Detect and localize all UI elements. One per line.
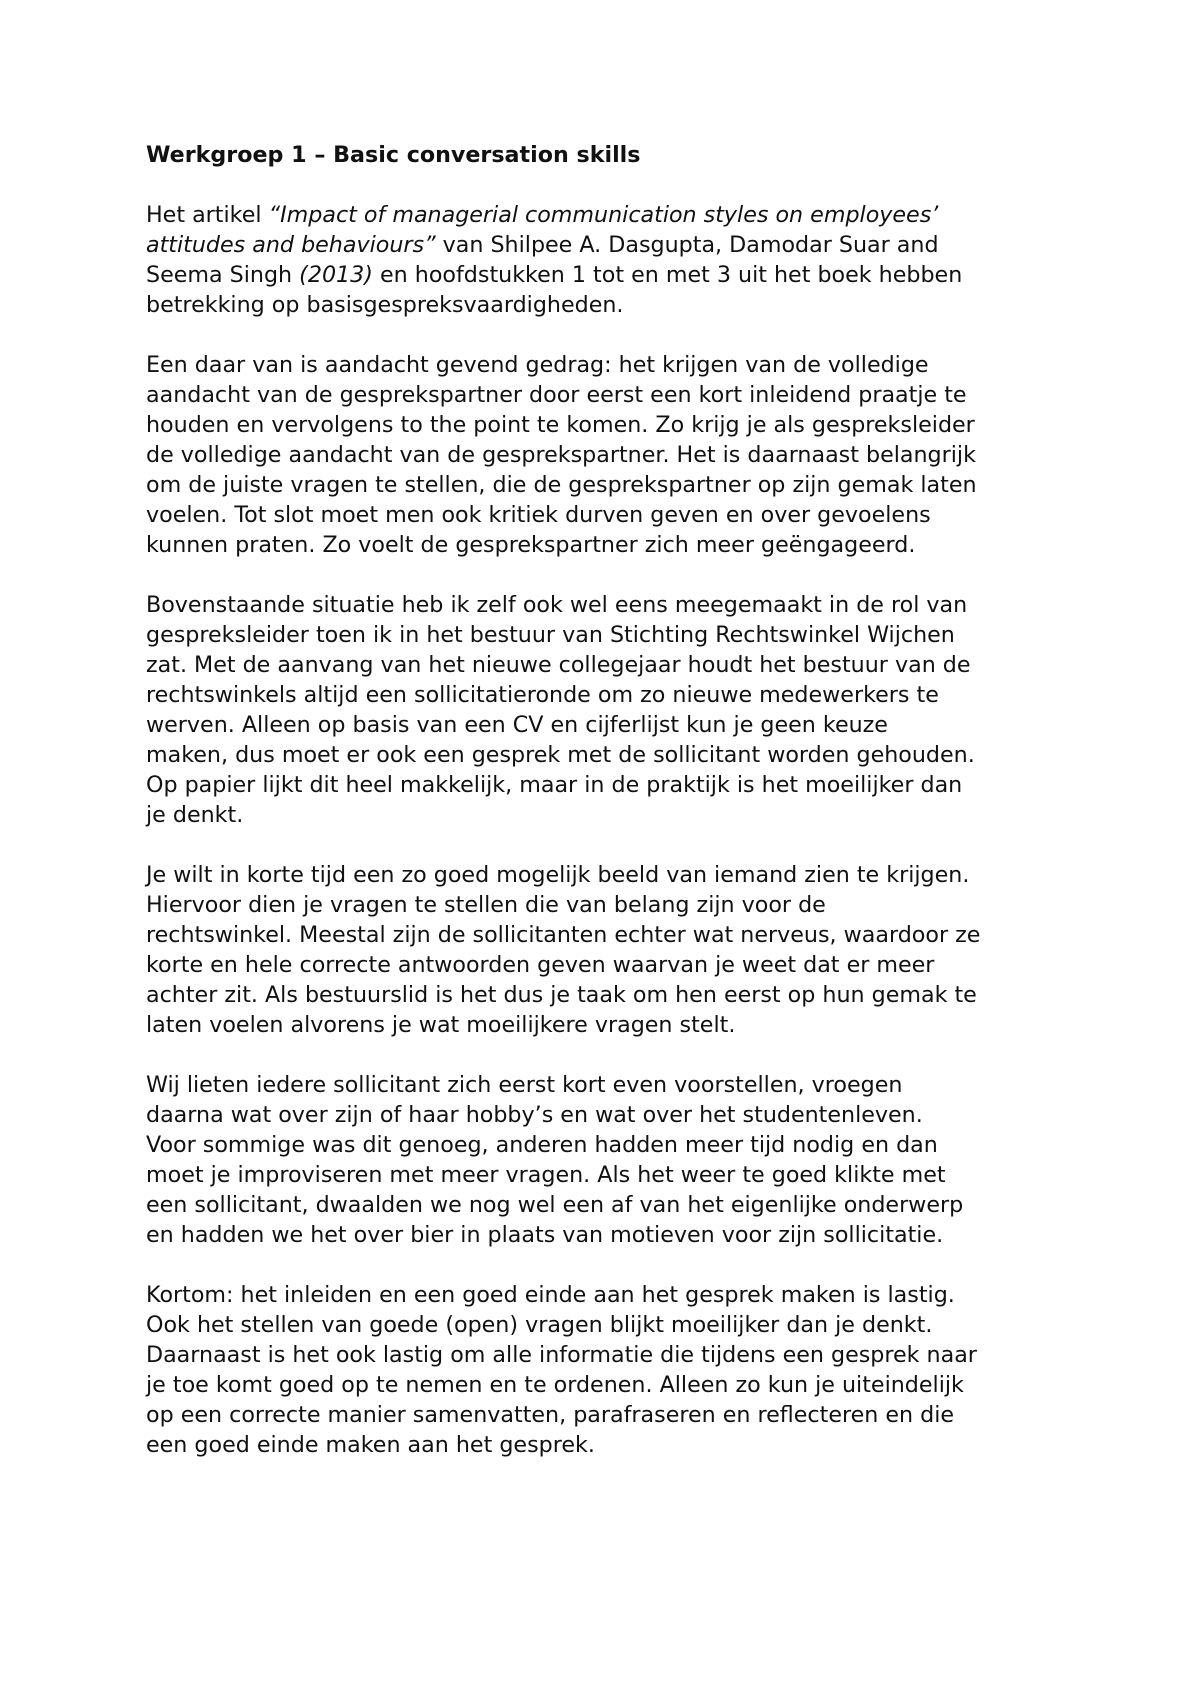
- paragraph-line: Op papier lijkt dit heel makkelijk, maar in de praktijk is het moeilijker dan: [146, 772, 963, 798]
- paragraph-line: Een daar van is aandacht gevend gedrag: het krijgen van de volledige: [146, 352, 929, 378]
- text-run: van Shilpee A. Dasgupta, Damodar Suar and: [435, 232, 939, 258]
- paragraph-line: daarna wat over zijn of haar hobby’s en wat over het studentenleven.: [146, 1102, 923, 1128]
- text-run: en hoofdstukken 1 tot en met 3 uit het boek hebben: [372, 262, 963, 288]
- paragraph-line: houden en vervolgens to the point te komen. Zo krijg je als gespreksleider: [146, 412, 975, 438]
- paragraph-line: Ook het stellen van goede (open) vragen blijkt moeilijker dan je denkt.: [146, 1312, 933, 1338]
- paragraph-line: kunnen praten. Zo voelt de gesprekspartner zich meer geëngageerd.: [146, 532, 916, 558]
- paragraph-line: gespreksleider toen ik in het bestuur van Stichting Rechtswinkel Wijchen: [146, 622, 955, 648]
- year-italic: (2013): [299, 262, 373, 288]
- paragraph-line: betrekking op basisgespreksvaardigheden.: [146, 292, 624, 318]
- paragraph-line: je denkt.: [146, 802, 244, 828]
- paragraph-line: om de juiste vragen te stellen, die de gesprekspartner op zijn gemak laten: [146, 472, 977, 498]
- paragraph-line: je toe komt goed op te nemen en te ordenen. Alleen zo kun je uiteindelijk: [146, 1372, 964, 1398]
- paragraph-interviews: [146, 1070, 1086, 1250]
- paragraph-line: [146, 230, 1086, 260]
- article-title-italic: “Impact of managerial communication styles on employees’: [268, 202, 939, 228]
- paragraph-line: rechtswinkels altijd een sollicitatieronde om zo nieuwe medewerkers te: [146, 682, 939, 708]
- paragraph-line: [146, 200, 1086, 230]
- paragraph-line: op een correcte manier samenvatten, parafraseren en reflecteren en die: [146, 1402, 955, 1428]
- article-title-italic: attitudes and behaviours”: [146, 232, 436, 258]
- paragraph-line: maken, dus moet er ook een gesprek met de sollicitant worden gehouden.: [146, 742, 975, 768]
- paragraph-line: moet je improviseren met meer vragen. Als het weer te goed klikte met: [146, 1162, 946, 1188]
- paragraph-line: Kortom: het inleiden en een goed einde aan het gesprek maken is lastig.: [146, 1282, 955, 1308]
- paragraph-line: een sollicitant, dwaalden we nog wel een af van het eigenlijke onderwerp: [146, 1192, 964, 1218]
- text-run: Het artikel: [146, 202, 269, 228]
- paragraph-line: voelen. Tot slot moet men ook kritiek durven geven en over gevoelens: [146, 502, 931, 528]
- paragraph-line: laten voelen alvorens je wat moeilijkere vragen stelt.: [146, 1012, 736, 1038]
- paragraph-line: korte en hele correcte antwoorden geven waarvan je weet dat er meer: [146, 952, 935, 978]
- paragraph-line: en hadden we het over bier in plaats van motieven voor zijn sollicitatie.: [146, 1222, 944, 1248]
- paragraph-attention: [146, 350, 1086, 560]
- paragraph-questions: [146, 860, 1086, 1040]
- paragraph-line: rechtswinkel. Meestal zijn de sollicitanten echter wat nerveus, waardoor ze: [146, 922, 981, 948]
- paragraph-line: een goed einde maken aan het gesprek.: [146, 1432, 595, 1458]
- paragraph-line: Bovenstaande situatie heb ik zelf ook wel eens meegemaakt in de rol van: [146, 592, 968, 618]
- paragraph-line: Hiervoor dien je vragen te stellen die van belang zijn voor de: [146, 892, 826, 918]
- paragraph-line: Wij lieten iedere sollicitant zich eerst kort even voorstellen, vroegen: [146, 1072, 903, 1098]
- document-body: [146, 140, 1086, 1490]
- document-title: Werkgroep 1 – Basic conversation skills: [146, 142, 641, 168]
- paragraph-line: achter zit. Als bestuurslid is het dus je taak om hen eerst op hun gemak te: [146, 982, 977, 1008]
- paragraph-line: aandacht van de gesprekspartner door eerst een kort inleidend praatje te: [146, 382, 967, 408]
- paragraph-line: de volledige aandacht van de gesprekspartner. Het is daarnaast belangrijk: [146, 442, 976, 468]
- paragraph-line: Voor sommige was dit genoeg, anderen hadden meer tijd nodig en dan: [146, 1132, 938, 1158]
- paragraph-line: Je wilt in korte tijd een zo goed mogelijk beeld van iemand zien te krijgen.: [146, 862, 970, 888]
- paragraph-intro: [146, 200, 1086, 320]
- paragraph-experience: [146, 590, 1086, 830]
- paragraph-line: [146, 260, 1086, 290]
- text-run: Seema Singh: [146, 262, 300, 288]
- paragraph-line: Daarnaast is het ook lastig om alle informatie die tijdens een gesprek naar: [146, 1342, 977, 1368]
- paragraph-line: zat. Met de aanvang van het nieuwe collegejaar houdt het bestuur van de: [146, 652, 971, 678]
- paragraph-conclusion: [146, 1280, 1086, 1460]
- paragraph-line: werven. Alleen op basis van een CV en cijferlijst kun je geen keuze: [146, 712, 888, 738]
